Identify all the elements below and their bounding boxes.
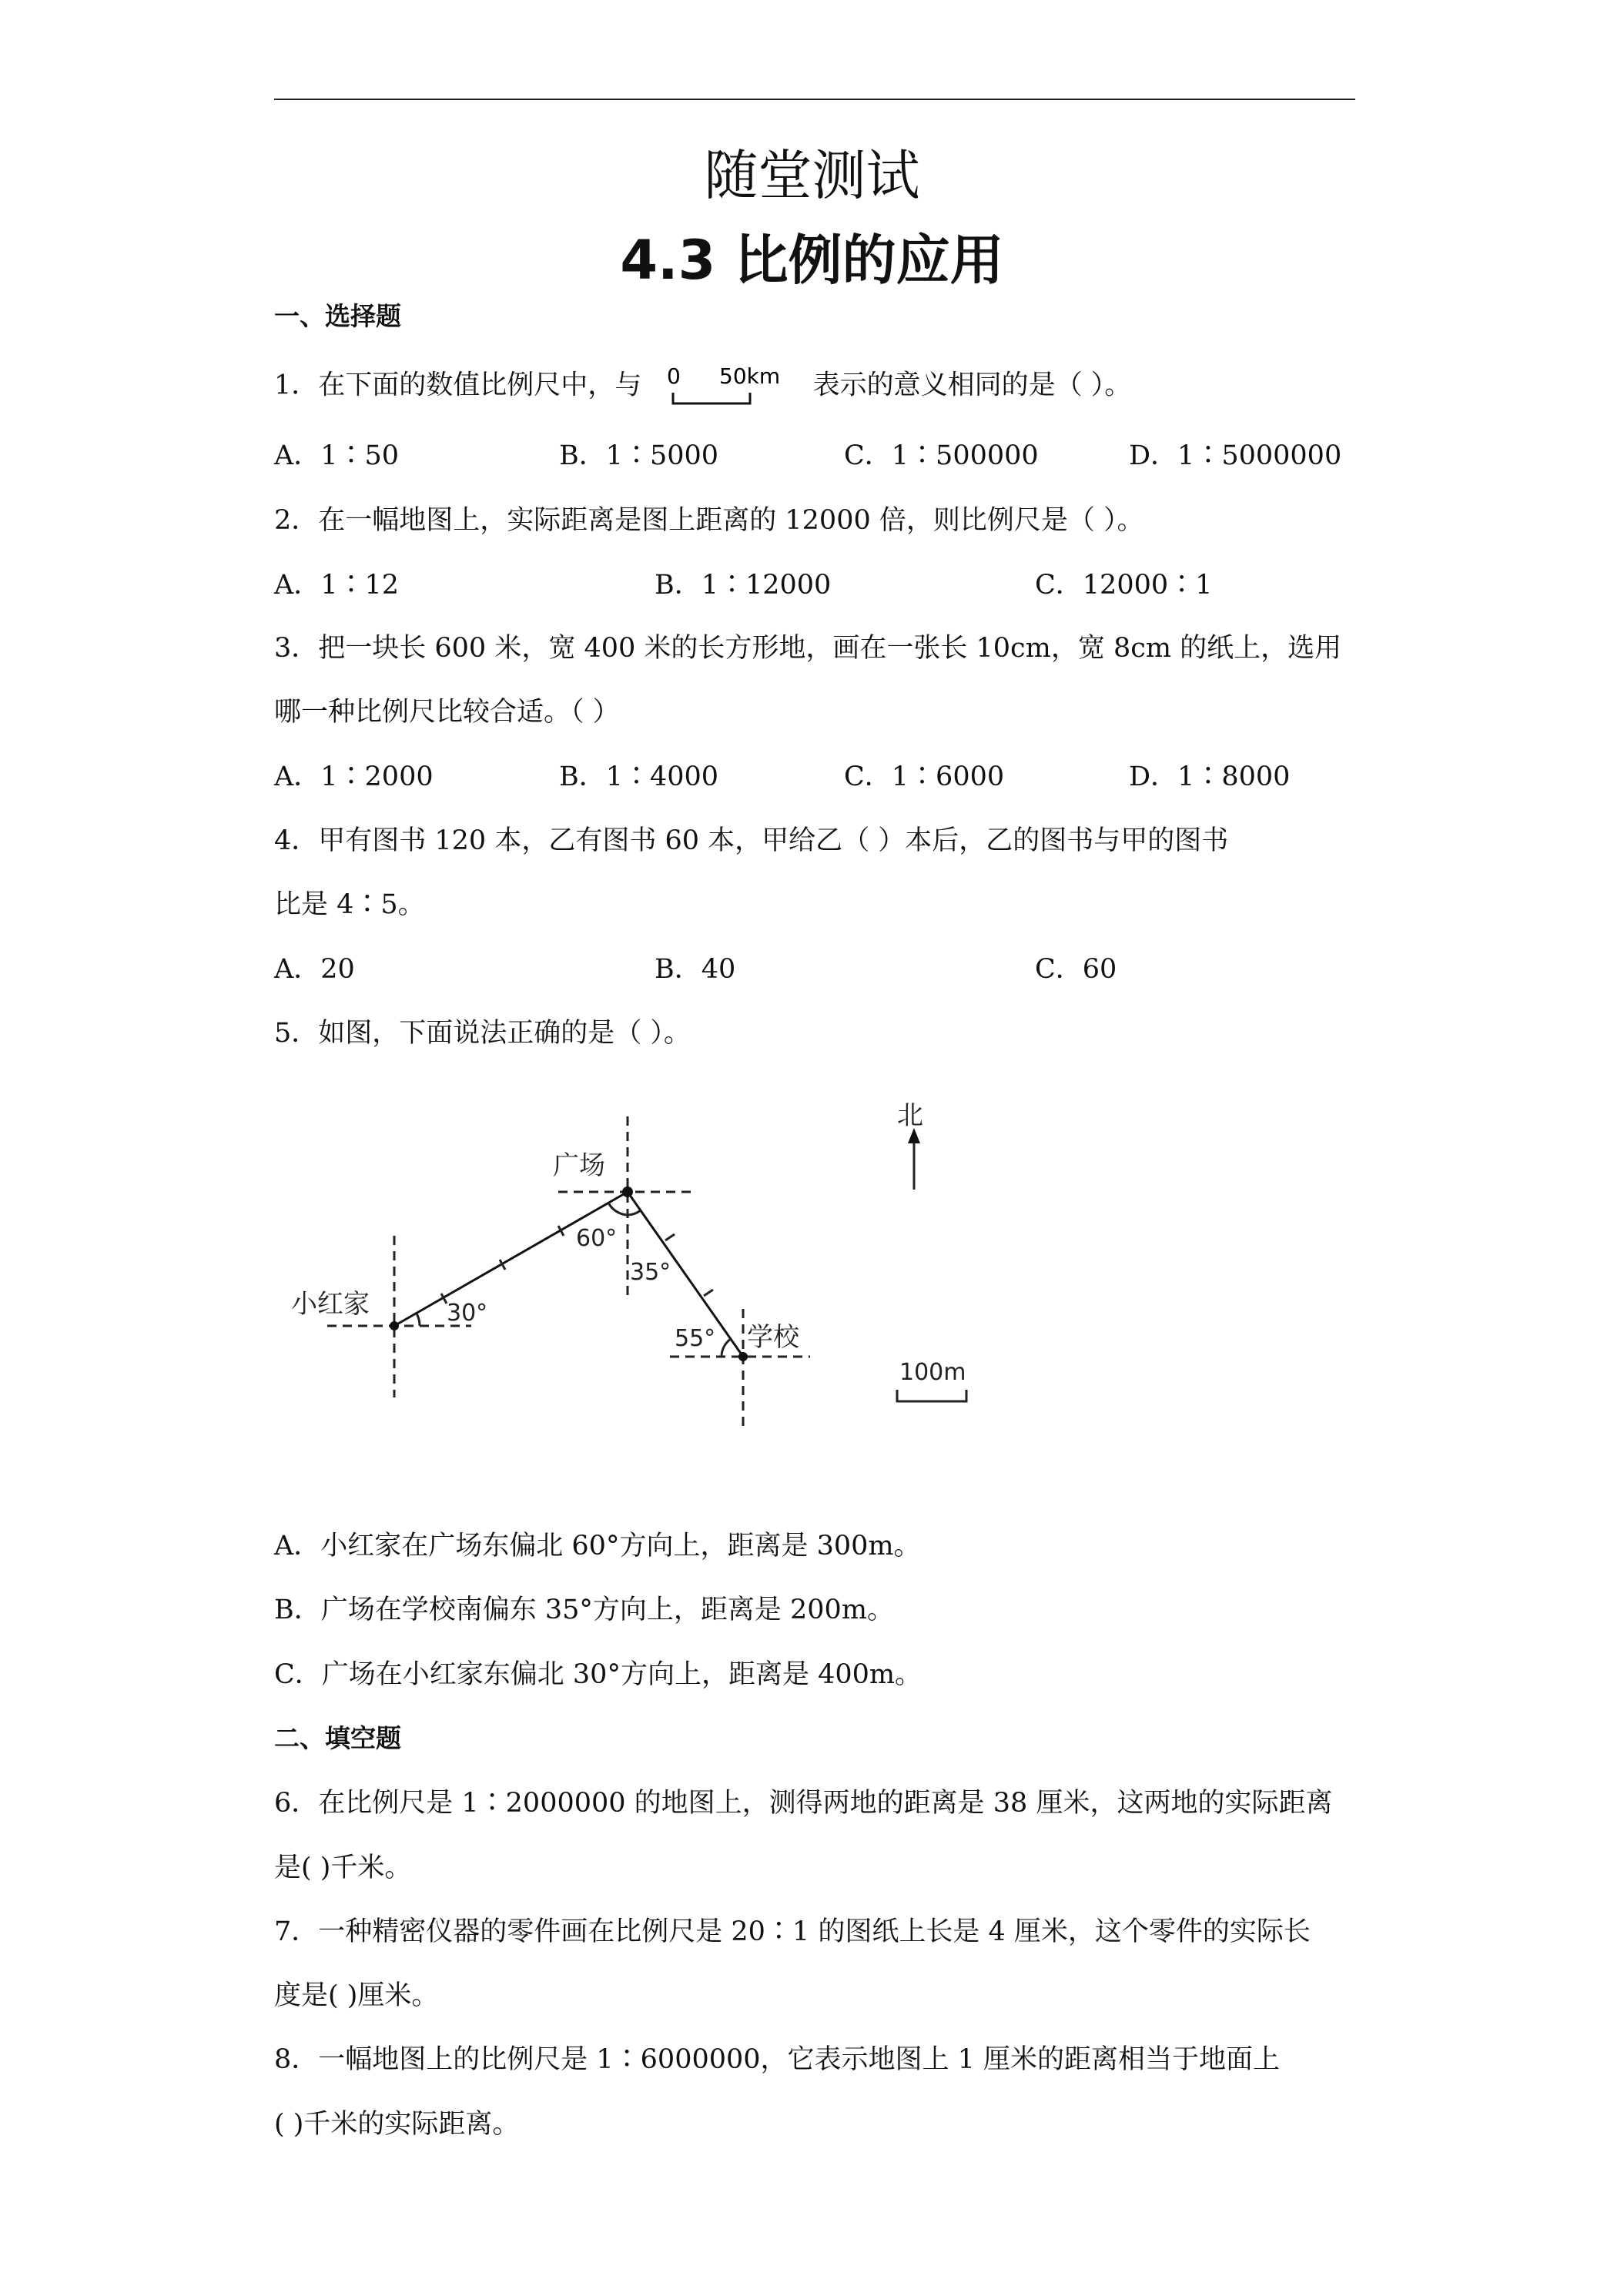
scale-distance-label: 50km [719,363,781,389]
scale-zero-label: 0 [667,363,681,389]
q4-option-b[interactable]: B．40 [655,954,736,985]
figure-scale-bar [897,1390,966,1401]
question-3-line-1: 3．把一块长 600 米，宽 400 米的长方形地，画在一张长 10cm，宽 8cm 的纸上，选用 [274,633,1342,664]
plaza-point [622,1186,633,1197]
q5-option-c[interactable]: C．广场在小红家东偏北 30°方向上，距离是 400m。 [274,1659,922,1690]
q1-option-a[interactable]: A．1∶50 [274,440,400,471]
section-heading-choice: 一、选择题 [274,301,401,331]
question-1-text-before: 1．在下面的数值比例尺中，与 [274,370,642,401]
question-7-line-2: 度是( )厘米。 [274,1980,439,2011]
q5-option-a[interactable]: A．小红家在广场东偏北 60°方向上，距离是 300m。 [274,1531,921,1561]
q1-option-d[interactable]: D．1∶5000000 [1129,440,1342,471]
angle-arc-home [417,1314,420,1326]
plaza-label: 广场 [553,1150,605,1181]
angle-label-home: 30° [447,1300,488,1327]
q2-option-c[interactable]: C．12000∶1 [1035,570,1213,601]
angle-label-plaza-right: 35° [630,1259,671,1286]
question-4-line-2: 比是 4∶5。 [274,889,425,920]
question-7-line-1: 7．一种精密仪器的零件画在比例尺是 20∶1 的图纸上长是 4 厘米，这个零件的实际长 [274,1916,1311,1947]
route-home-to-plaza [394,1192,628,1326]
route-tick [704,1290,713,1296]
angle-label-plaza-left: 60° [576,1225,618,1252]
q3-option-a[interactable]: A．1∶2000 [274,761,434,792]
q1-option-c[interactable]: C．1∶500000 [844,440,1039,471]
angle-arc-school [722,1339,731,1357]
q2-option-b[interactable]: B．1∶12000 [655,570,832,601]
q4-option-a[interactable]: A．20 [274,954,355,985]
school-point [738,1352,748,1361]
page-title: 随堂测试 [704,144,920,207]
q2-option-a[interactable]: A．1∶12 [274,570,400,601]
home-label: 小红家 [291,1289,370,1320]
q5-option-b[interactable]: B．广场在学校南偏东 35°方向上，距离是 200m。 [274,1595,895,1625]
q1-option-b[interactable]: B．1∶5000 [559,440,719,471]
angle-arc-plaza-left [608,1203,628,1215]
question-8-line-1: 8．一幅地图上的比例尺是 1∶6000000，它表示地图上 1 厘米的距离相当于地面上 [274,2044,1281,2075]
question-8-line-2: ( )千米的实际距离。 [274,2109,520,2140]
page-subtitle: 4.3 比例的应用 [620,229,1004,292]
angle-arc-plaza-right [628,1210,641,1215]
route-tick [665,1234,675,1240]
question-1-text-after: 表示的意义相同的是（ ）。 [812,370,1132,401]
question-4-line-1: 4．甲有图书 120 本，乙有图书 60 本，甲给乙（ ）本后，乙的图书与甲的图书 [274,825,1229,856]
q3-option-d[interactable]: D．1∶8000 [1129,761,1291,792]
school-label: 学校 [747,1322,799,1353]
question-6-line-2: 是( )千米。 [274,1853,412,1883]
q3-option-c[interactable]: C．1∶6000 [844,761,1005,792]
q4-option-c[interactable]: C．60 [1035,954,1117,985]
q3-option-b[interactable]: B．1∶4000 [559,761,719,792]
north-label: 北 [897,1100,923,1131]
question-5: 5．如图，下面说法正确的是（ ）。 [274,1018,691,1049]
question-6-line-1: 6．在比例尺是 1∶2000000 的地图上，测得两地的距离是 38 厘米，这两地的实际距离 [274,1788,1333,1819]
angle-label-school: 55° [675,1325,716,1352]
section-heading-fill: 二、填空题 [274,1723,401,1753]
question-3-line-2: 哪一种比例尺比较合适。（ ） [274,697,620,728]
home-point [390,1321,399,1330]
question-2: 2．在一幅地图上，实际距离是图上距离的 12000 倍，则比例尺是（ ）。 [274,505,1144,536]
figure-scale-label: 100m [899,1359,966,1386]
